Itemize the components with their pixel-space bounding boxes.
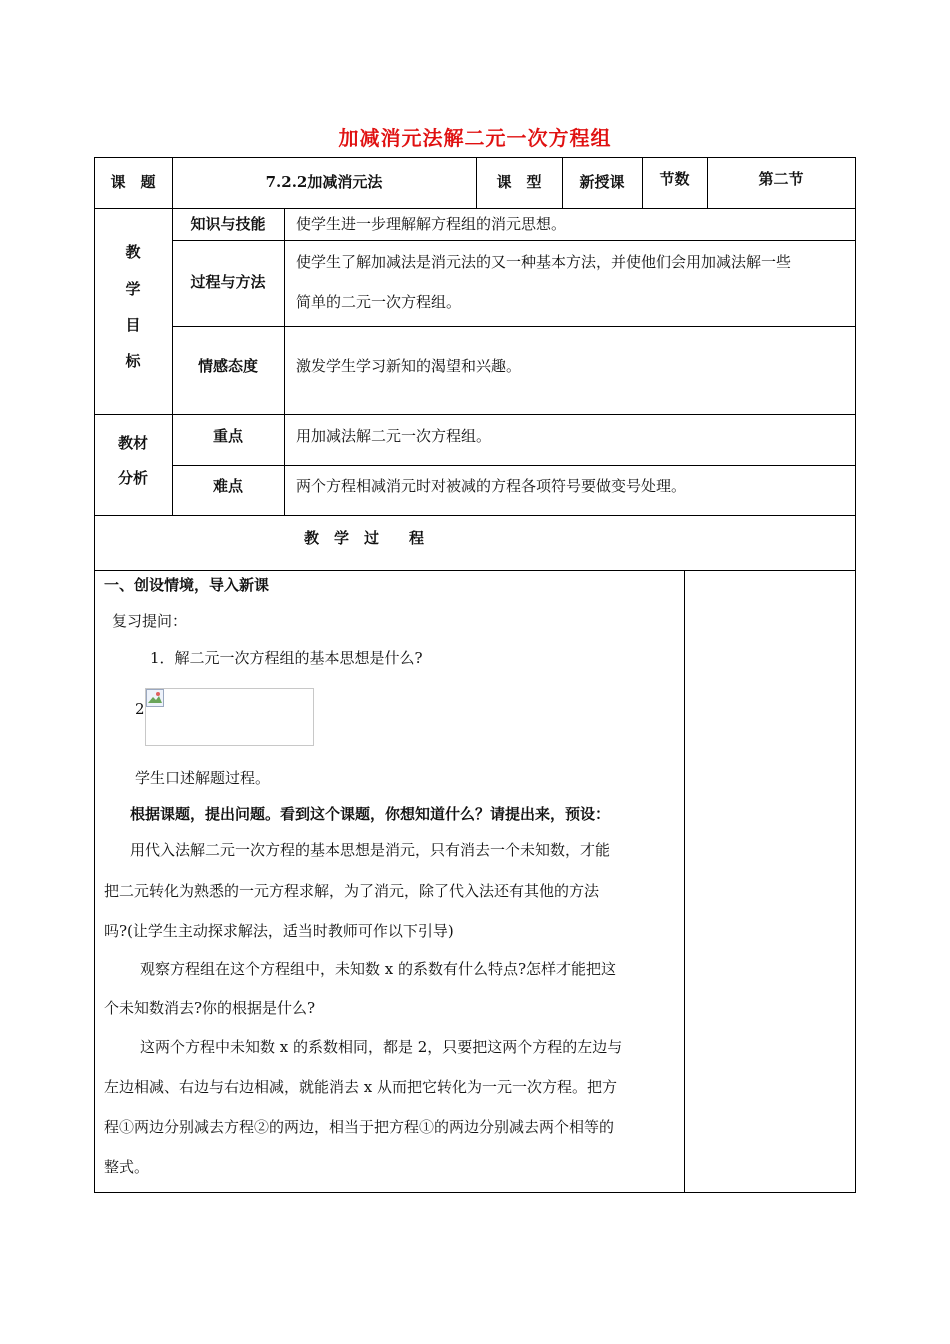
topic-label: 课 题 — [110, 173, 156, 191]
attitude-text: 激发学生学习新知的渴望和兴趣。 — [296, 357, 522, 375]
process-method-text-line2: 简单的二元一次方程组。 — [296, 293, 462, 311]
section-value: 第二节 — [758, 170, 804, 188]
key-point-text: 用加减法解二元一次方程组。 — [296, 427, 492, 445]
section1-heading: 一、创设情境，导入新课 — [104, 576, 270, 594]
paragraph3-line1: 这两个方程中未知数 x 的系数相同，都是 2，只要把这两个方程的左边与 — [140, 1038, 623, 1056]
equation-image-placeholder — [145, 688, 314, 746]
broken-image-icon — [146, 689, 164, 707]
topic-value: 7.2.2加减消元法 — [265, 173, 383, 191]
paragraph3-line2: 左边相减、右边与右边相减，就能消去 x 从而把它转化为一元一次方程。把方 — [104, 1078, 617, 1096]
question-2-number: 2 — [135, 700, 145, 718]
analysis-label-line1: 教材 — [117, 434, 148, 452]
difficulty-label: 难点 — [212, 477, 243, 495]
paragraph1-line1: 用代入法解二元一次方程的基本思想是消元，只有消去一个未知数，才能 — [130, 841, 611, 859]
student-explain: 学生口述解题过程。 — [135, 769, 271, 787]
paragraph2-line1: 观察方程组在这个方程组中，未知数 x 的系数有什么特点?怎样才能把这 — [140, 960, 617, 978]
attitude-label: 情感态度 — [197, 357, 258, 375]
paragraph1-line2: 把二元转化为熟悉的一元方程求解，为了消元，除了代入法还有其他的方法 — [104, 882, 600, 900]
process-method-text-line1: 使学生了解加减法是消元法的又一种基本方法，并使他们会用加减法解一些 — [296, 253, 792, 271]
review-label: 复习提问： — [112, 612, 188, 630]
document-title: 加减消元法解二元一次方程组 — [338, 126, 612, 150]
paragraph1-line3: 吗?(让学生主动探求解法，适当时教师可作以下引导) — [104, 922, 454, 940]
type-label: 课 型 — [496, 173, 542, 191]
paragraph3-line4: 整式。 — [104, 1158, 150, 1176]
knowledge-skill-text: 使学生进一步理解解方程组的消元思想。 — [296, 215, 567, 233]
objectives-label-char: 目 — [125, 316, 141, 334]
objectives-label-char: 标 — [125, 352, 141, 370]
paragraph2-line2: 个未知数消去?你的根据是什么? — [104, 999, 316, 1017]
paragraph3-line3: 程①两边分别减去方程②的两边，相当于把方程①的两边分别减去两个相等的 — [104, 1118, 615, 1136]
prompt-bold-line: 根据课题，提出问题。看到这个课题，你想知道什么？请提出来，预设： — [130, 805, 611, 823]
objectives-label-char: 学 — [125, 280, 141, 298]
knowledge-skill-label: 知识与技能 — [190, 215, 266, 233]
objectives-label-char: 教 — [125, 243, 141, 261]
process-heading: 教 学 过 程 — [304, 529, 425, 547]
type-value: 新授课 — [579, 173, 625, 191]
section-label: 节数 — [659, 170, 690, 188]
process-method-label: 过程与方法 — [190, 273, 266, 291]
difficulty-text: 两个方程相减消元时对被减的方程各项符号要做变号处理。 — [296, 477, 687, 495]
analysis-label-line2: 分析 — [117, 469, 148, 487]
question-1: 1．解二元一次方程组的基本思想是什么? — [150, 649, 423, 667]
key-point-label: 重点 — [212, 427, 243, 445]
